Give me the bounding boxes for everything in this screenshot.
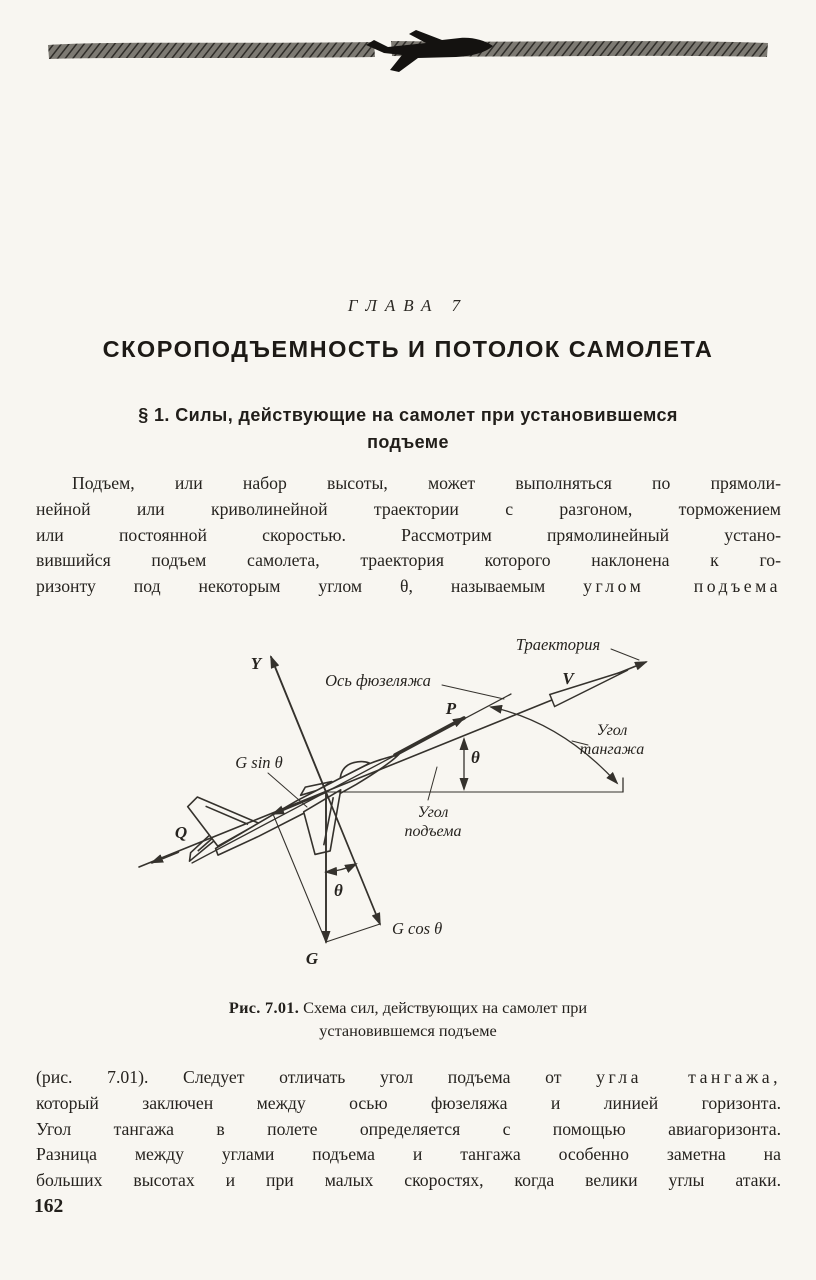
- caption-line2: установившемся подъеме: [319, 1021, 497, 1040]
- climb-angle-label-line1: Угол: [417, 804, 449, 821]
- g-sin-component-label: G sin θ: [235, 753, 283, 772]
- pitch-angle-label-line2: тангажа: [579, 741, 645, 758]
- text-line: Подъем, или набор высоты, может выполняться по прямоли-: [72, 473, 781, 493]
- paragraph-1: [36, 471, 781, 600]
- text-line: или постоянной скоростью. Рассмотрим прямолинейный устано-: [36, 524, 781, 545]
- drag-vector: [152, 852, 178, 863]
- emphasized-text: угла тангажа,: [596, 1067, 781, 1087]
- caption-text: Схема сил, действующих на самолет при: [299, 998, 588, 1017]
- drag-label: Q: [174, 823, 188, 842]
- chapter-label: ГЛАВА 7: [347, 296, 469, 315]
- g-cos-component-label: G cos θ: [392, 919, 443, 938]
- emphasized-text: углом подъема: [583, 576, 781, 597]
- trajectory-label: Траектория: [515, 635, 601, 654]
- paragraph-2: [36, 1065, 781, 1194]
- velocity-label: V: [562, 669, 574, 688]
- fuselage-axis-leader: [442, 685, 504, 699]
- bottom-theta-label: θ: [334, 881, 343, 900]
- climb-theta-label: θ: [471, 748, 480, 767]
- text-run: (рис. 7.01). Следует отличать угол подъема от: [36, 1067, 562, 1087]
- text-line: [36, 574, 781, 600]
- figure-diagram: [106, 624, 706, 992]
- text-line: больших высотах и при малых скоростях, когда велики углы атаки.: [36, 1170, 781, 1191]
- page-title: СКОРОПОДЪЕМНОСТЬ И ПОТОЛОК САМОЛЕТА: [102, 336, 714, 362]
- lift-label: Y: [250, 654, 262, 673]
- parallelogram-line: [326, 924, 380, 942]
- text-line: [36, 1065, 781, 1091]
- text-line: вившийся подъем самолета, траектория которого наклонена к го-: [36, 550, 781, 571]
- theta-arc: [326, 864, 356, 872]
- header-ornament: [44, 26, 772, 86]
- section-heading-line1: § 1. Силы, действующие на самолет при установившемся: [138, 405, 678, 425]
- text-line: который заключен между осью фюзеляжа и линией горизонта.: [36, 1092, 781, 1113]
- text-line: Угол тангажа в полете определяется с помощью авиагоризонта.: [36, 1118, 781, 1139]
- g-sin-leader: [268, 773, 307, 807]
- page-number: 162: [34, 1196, 64, 1217]
- section-heading: [36, 402, 780, 456]
- aircraft-silhouette: [165, 704, 424, 911]
- climb-angle-label-line2: подъема: [404, 823, 462, 840]
- climb-angle-leader: [428, 767, 437, 800]
- caption-line1: [128, 996, 688, 1019]
- text-run: ризонту под некоторым углом θ, называемым: [36, 576, 546, 597]
- g-cos-vector: [326, 792, 380, 924]
- pitch-angle-label-line1: Угол: [596, 722, 628, 739]
- text-line: нейной или криволинейной траектории с разгоном, торможением: [36, 498, 781, 519]
- weight-label: G: [305, 949, 319, 968]
- airplane-icon: [366, 30, 493, 72]
- fuselage-axis-label: Ось фюзеляжа: [325, 671, 431, 690]
- thrust-label: P: [445, 699, 457, 718]
- trajectory-leader: [611, 649, 639, 660]
- section-heading-line2: подъеме: [367, 432, 449, 452]
- figure-number: Рис. 7.01.: [228, 998, 300, 1017]
- text-line: Разница между углами подъема и тангажа особенно заметна на: [36, 1144, 781, 1165]
- figure-caption: [128, 996, 688, 1042]
